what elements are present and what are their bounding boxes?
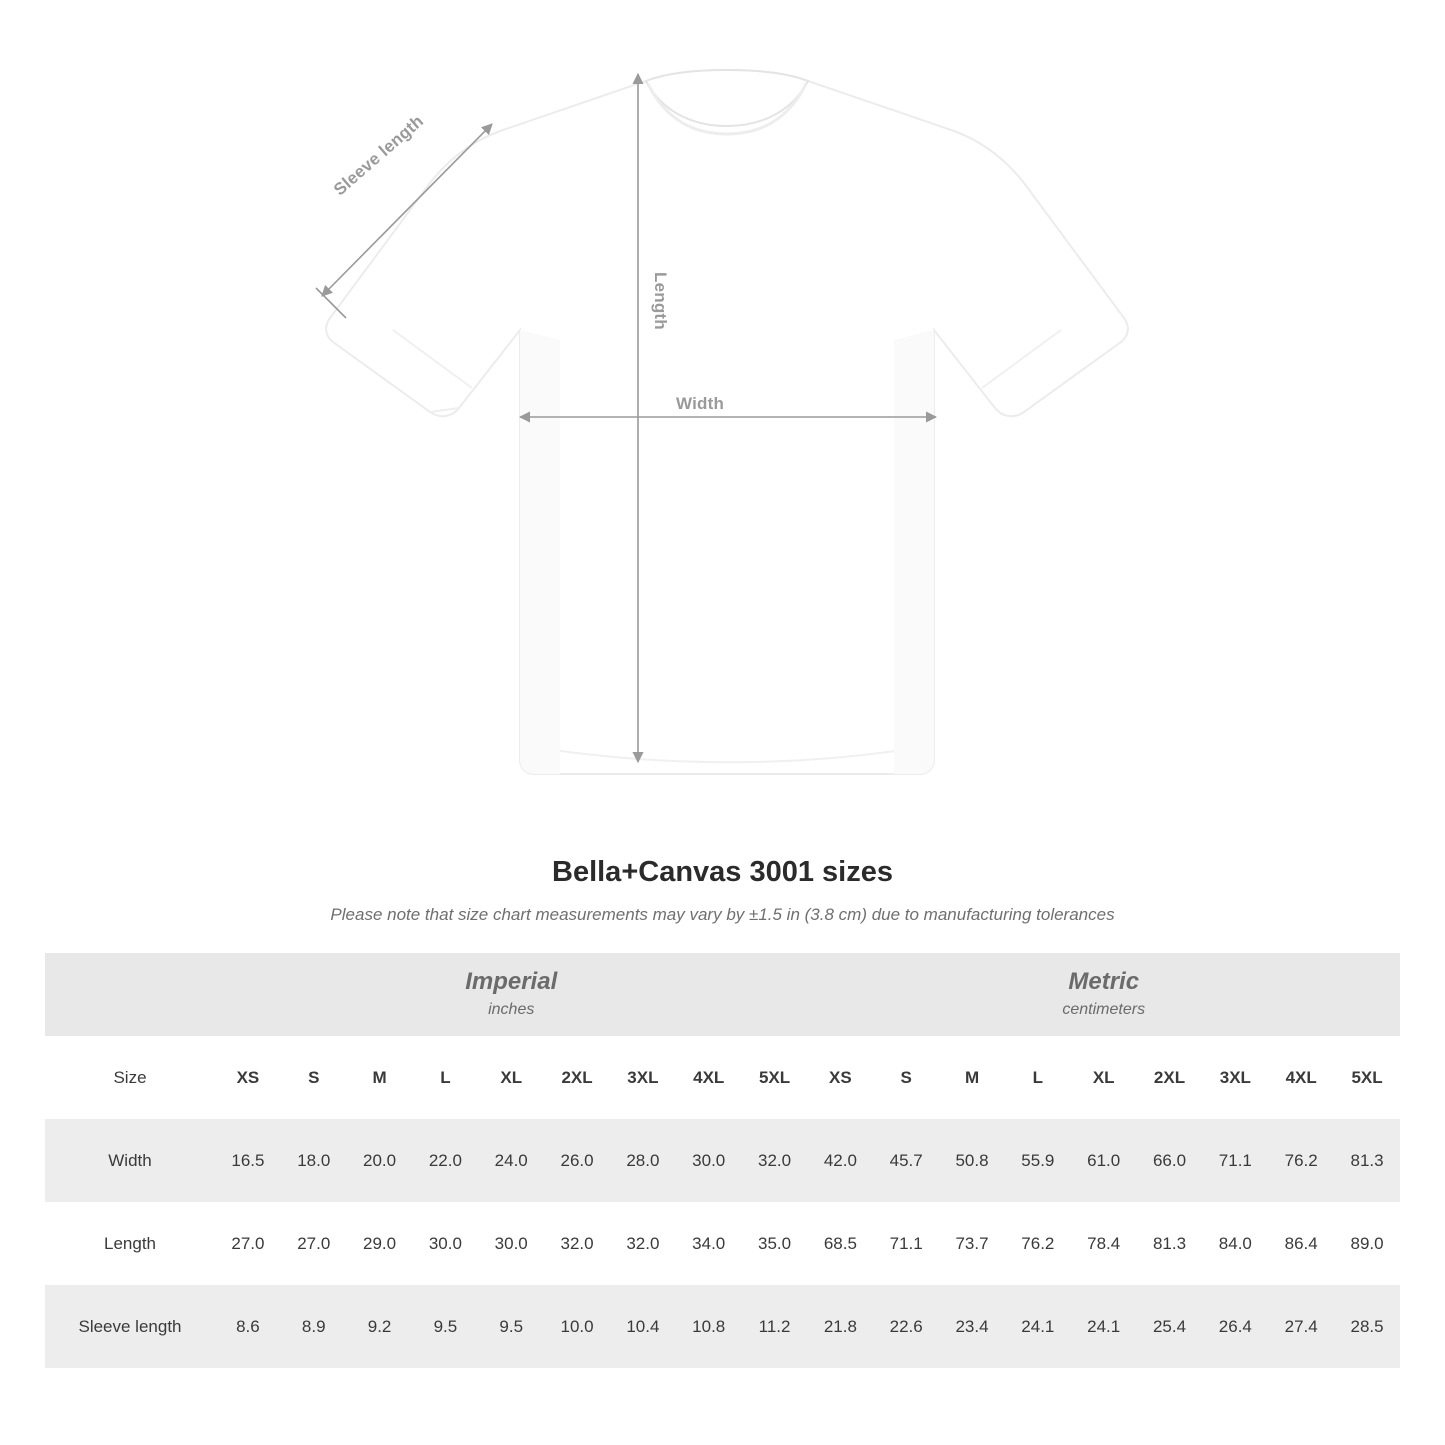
cell-length: 30.0 — [412, 1202, 478, 1285]
metric-group-header — [807, 953, 1400, 1036]
cell-width: 55.9 — [1005, 1119, 1071, 1202]
cell-length: 32.0 — [544, 1202, 610, 1285]
cell-sleeve: 24.1 — [1071, 1285, 1137, 1368]
imperial-group-header — [215, 953, 807, 1036]
cell-length: 32.0 — [610, 1202, 676, 1285]
table-row-width — [45, 1119, 1400, 1202]
cell-sleeve: 28.5 — [1334, 1285, 1400, 1368]
cell-sleeve: 25.4 — [1137, 1285, 1203, 1368]
cell-sleeve: 10.0 — [544, 1285, 610, 1368]
cell-sleeve: 10.8 — [676, 1285, 742, 1368]
size-header-cell: L — [1005, 1036, 1071, 1119]
cell-length: 71.1 — [873, 1202, 939, 1285]
tshirt-shape — [326, 70, 1128, 774]
cell-width: 26.0 — [544, 1119, 610, 1202]
cell-length: 30.0 — [478, 1202, 544, 1285]
cell-length: 27.0 — [281, 1202, 347, 1285]
cell-width: 16.5 — [215, 1119, 281, 1202]
size-header-cell: 3XL — [1202, 1036, 1268, 1119]
cell-length: 89.0 — [1334, 1202, 1400, 1285]
cell-width: 42.0 — [807, 1119, 873, 1202]
tolerance-note: Please note that size chart measurements may vary by ±1.5 in (3.8 cm) due to manufacturing tolerances — [330, 905, 1115, 924]
cell-width: 50.8 — [939, 1119, 1005, 1202]
cell-width: 71.1 — [1202, 1119, 1268, 1202]
size-table-wrapper — [45, 953, 1400, 1368]
cell-sleeve: 26.4 — [1202, 1285, 1268, 1368]
size-header-cell: 5XL — [1334, 1036, 1400, 1119]
cell-length: 81.3 — [1137, 1202, 1203, 1285]
cell-sleeve: 9.5 — [478, 1285, 544, 1368]
cell-sleeve: 8.6 — [215, 1285, 281, 1368]
cell-width: 32.0 — [742, 1119, 808, 1202]
cell-width: 45.7 — [873, 1119, 939, 1202]
sleeve-length-label: Sleeve length — [330, 111, 428, 200]
size-header-cell: 4XL — [676, 1036, 742, 1119]
cell-width: 22.0 — [412, 1119, 478, 1202]
cell-sleeve: 9.5 — [412, 1285, 478, 1368]
row-label-width: Width — [45, 1119, 215, 1202]
cell-length: 84.0 — [1202, 1202, 1268, 1285]
row-label-length: Length — [45, 1202, 215, 1285]
cell-length: 86.4 — [1268, 1202, 1334, 1285]
cell-width: 81.3 — [1334, 1119, 1400, 1202]
size-header-cell: M — [939, 1036, 1005, 1119]
cell-sleeve: 22.6 — [873, 1285, 939, 1368]
page-title: Bella+Canvas 3001 sizes — [552, 856, 893, 888]
table-row-sleeve-length — [45, 1285, 1400, 1368]
cell-width: 76.2 — [1268, 1119, 1334, 1202]
row-label-sleeve-length: Sleeve length — [45, 1285, 215, 1368]
cell-length: 34.0 — [676, 1202, 742, 1285]
cell-width: 61.0 — [1071, 1119, 1137, 1202]
size-header-cell: 2XL — [544, 1036, 610, 1119]
size-table — [45, 953, 1400, 1368]
cell-length: 76.2 — [1005, 1202, 1071, 1285]
cell-sleeve: 24.1 — [1005, 1285, 1071, 1368]
imperial-subtitle: inches — [488, 1000, 535, 1018]
size-header-cell: 4XL — [1268, 1036, 1334, 1119]
cell-width: 28.0 — [610, 1119, 676, 1202]
size-header-cell: S — [873, 1036, 939, 1119]
cell-width: 66.0 — [1137, 1119, 1203, 1202]
size-header-cell: S — [281, 1036, 347, 1119]
cell-width: 20.0 — [347, 1119, 413, 1202]
length-label: Length — [651, 272, 670, 330]
cell-sleeve: 8.9 — [281, 1285, 347, 1368]
cell-sleeve: 27.4 — [1268, 1285, 1334, 1368]
size-header-cell: 5XL — [742, 1036, 808, 1119]
cell-length: 35.0 — [742, 1202, 808, 1285]
cell-sleeve: 9.2 — [347, 1285, 413, 1368]
unit-corner-cell — [45, 953, 215, 1036]
size-header-cell: L — [412, 1036, 478, 1119]
size-header-cell: M — [347, 1036, 413, 1119]
imperial-title: Imperial — [465, 967, 558, 995]
size-header-cell: XS — [215, 1036, 281, 1119]
size-row-label: Size — [45, 1036, 215, 1119]
cell-sleeve: 23.4 — [939, 1285, 1005, 1368]
cell-width: 24.0 — [478, 1119, 544, 1202]
cell-sleeve: 11.2 — [742, 1285, 808, 1368]
size-header-cell: 3XL — [610, 1036, 676, 1119]
width-label: Width — [676, 394, 725, 413]
cell-length: 29.0 — [347, 1202, 413, 1285]
table-row-length — [45, 1202, 1400, 1285]
unit-header-row — [45, 953, 1400, 1036]
metric-title: Metric — [1068, 967, 1140, 995]
cell-width: 18.0 — [281, 1119, 347, 1202]
size-header-cell: 2XL — [1137, 1036, 1203, 1119]
size-header-cell: XL — [1071, 1036, 1137, 1119]
cell-length: 73.7 — [939, 1202, 1005, 1285]
cell-width: 30.0 — [676, 1119, 742, 1202]
cell-sleeve: 21.8 — [807, 1285, 873, 1368]
size-header-cell: XS — [807, 1036, 873, 1119]
metric-subtitle: centimeters — [1062, 1000, 1146, 1018]
cell-length: 78.4 — [1071, 1202, 1137, 1285]
cell-length: 68.5 — [807, 1202, 873, 1285]
cell-length: 27.0 — [215, 1202, 281, 1285]
size-header-row — [45, 1036, 1400, 1119]
cell-sleeve: 10.4 — [610, 1285, 676, 1368]
size-header-cell: XL — [478, 1036, 544, 1119]
